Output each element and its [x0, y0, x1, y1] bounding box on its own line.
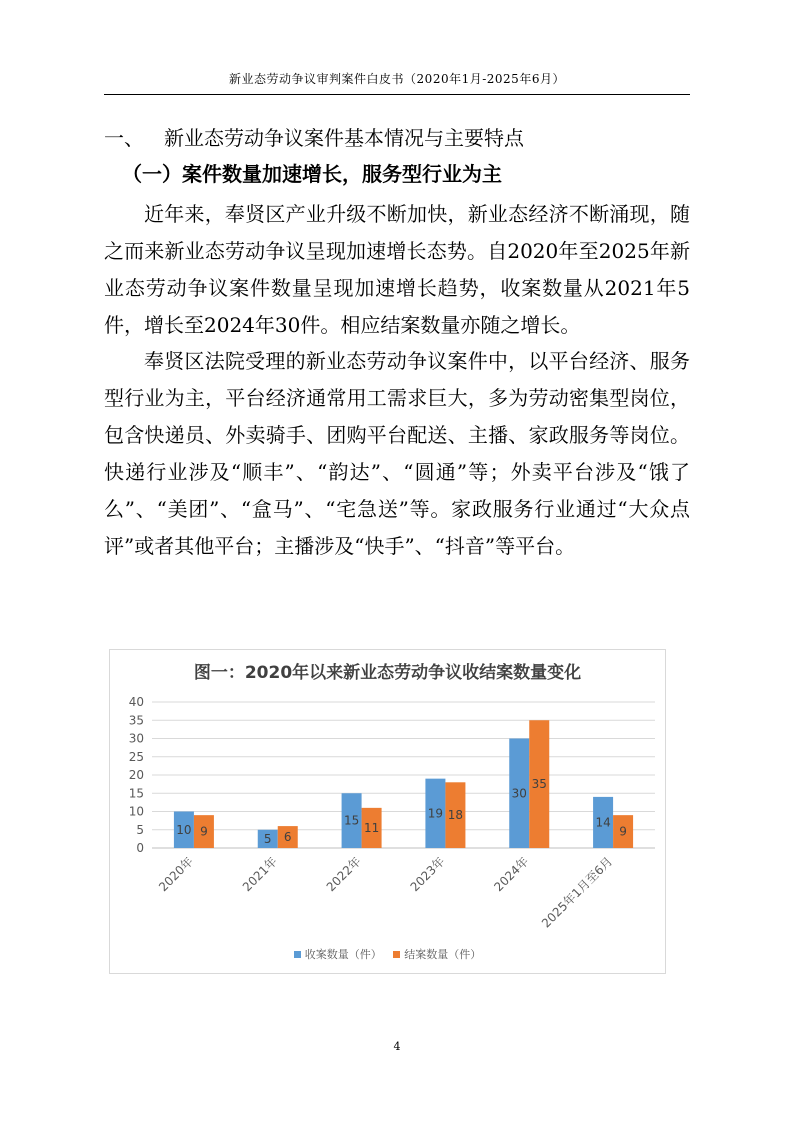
x-tick-label: 2023年 [407, 854, 448, 895]
section-heading [104, 122, 690, 151]
paragraph-industries: 奉贤区法院受理的新业态劳动争议案件中，以平台经济、服务型行业为主，平台经济通常用工需求巨大，多为劳动密集型岗位，包含快递员、外卖骑手、团购平台配送、主播、家政服务等岗位。快递行业涉及“顺丰”、“韵达”、“圆通”等；外卖平台涉及“饿了么”、“美团”、“盒马”、“宅急送”等。家政服务行业通过“大众点评”或者其他平台；主播涉及“快手”、“抖音”等平台。 [104, 349, 690, 558]
page-number: 4 [393, 1040, 401, 1053]
legend-swatch-received [294, 951, 301, 958]
y-tick-label: 20 [128, 768, 144, 782]
y-tick-label: 40 [128, 695, 144, 709]
data-label: 9 [619, 824, 627, 839]
legend-label-closed: 结案数量（件） [404, 948, 482, 961]
bar-chart [110, 650, 665, 973]
data-label: 35 [531, 777, 547, 792]
subsection-heading: （一）案件数量加速增长，服务型行业为主 [122, 162, 502, 186]
data-label: 14 [595, 815, 611, 830]
x-tick-label: 2025年1月至6月 [538, 854, 616, 931]
x-tick-label: 2021年 [239, 854, 280, 895]
data-label: 10 [176, 822, 192, 837]
legend-item-closed [393, 946, 481, 962]
legend-label-received: 收案数量（件） [304, 948, 382, 961]
data-label: 18 [447, 808, 464, 823]
data-label: 19 [427, 806, 444, 821]
chart-title: 图一：2020年以来新业态劳动争议收结案数量变化 [193, 663, 582, 683]
y-tick-label: 10 [128, 804, 144, 819]
section-title: 新业态劳动争议案件基本情况与主要特点 [164, 126, 524, 150]
legend-swatch-closed [393, 951, 400, 958]
data-label: 30 [511, 786, 527, 801]
paragraph-growth: 近年来，奉贤区产业升级不断加快，新业态经济不断涌现，随之而来新业态劳动争议呈现加速增长态势。自2020年至2025年新业态劳动争议案件数量呈现加速增长趋势，收案数量从2021年5件，增长至2024年30件。相应结案数量亦随之增长。 [104, 202, 690, 337]
chart-legend [110, 946, 665, 962]
data-label: 15 [343, 813, 360, 828]
data-label: 6 [283, 830, 292, 845]
y-tick-label: 35 [128, 713, 144, 728]
data-label: 11 [363, 820, 380, 835]
chart-container [109, 649, 666, 974]
section-number: 一、 [104, 126, 144, 150]
y-tick-label: 0 [136, 841, 144, 855]
y-tick-label: 15 [128, 786, 144, 801]
running-header: 新业态劳动争议审判案件白皮书（2020年1月-2025年6月） [229, 72, 565, 86]
y-tick-label: 5 [136, 822, 144, 837]
header-rule [104, 94, 690, 95]
data-label: 9 [200, 824, 208, 839]
x-tick-label: 2022年 [323, 854, 364, 895]
x-tick-label: 2020年 [156, 854, 197, 895]
data-label: 5 [263, 831, 272, 846]
legend-item-received [294, 946, 382, 962]
x-tick-label: 2024年 [491, 854, 532, 895]
y-tick-label: 30 [128, 731, 144, 746]
y-tick-label: 25 [128, 749, 144, 764]
